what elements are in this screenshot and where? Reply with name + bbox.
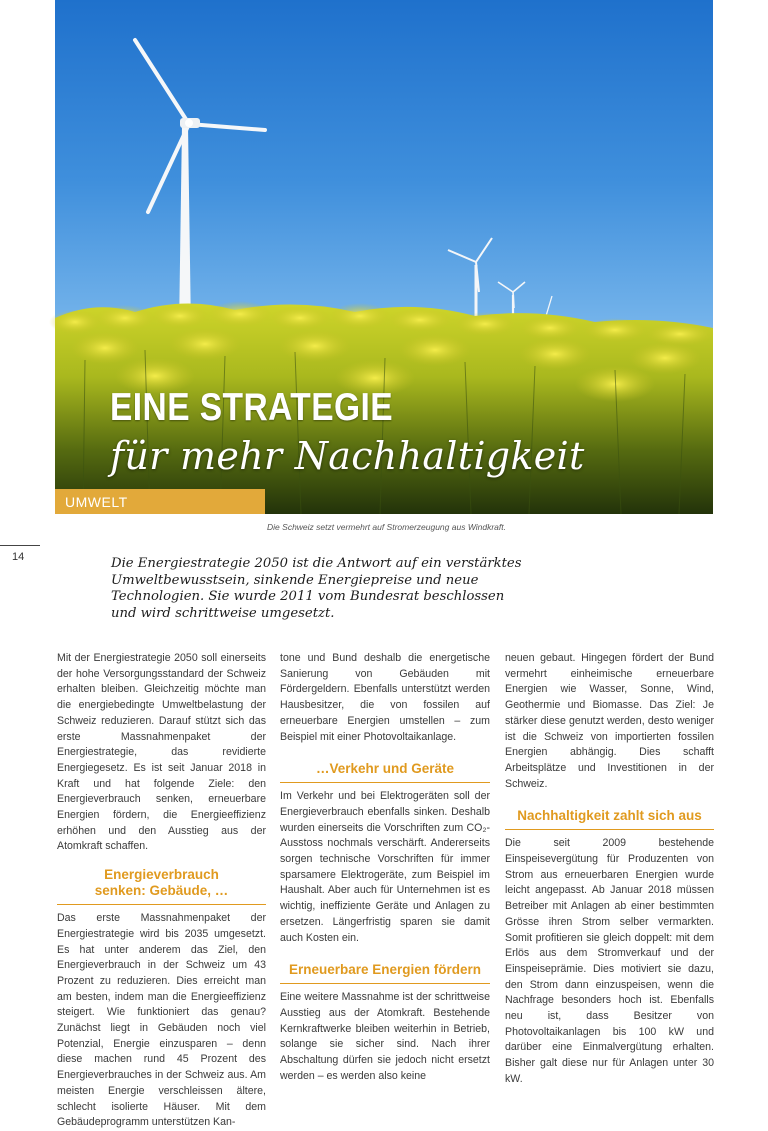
text-column-2	[280, 651, 490, 1084]
text-column-3	[505, 651, 714, 1088]
paragraph: Die seit 2009 bestehende Einspeisevergütung für Produzenten von Strom aus erneuerbaren Energien wurde leicht angepasst. Ab Januar 2018 müssen Betreiber mit Anlagen ab einer bestimmten Grösse ihren Strom selber vermarkten. Somit profitieren sie gleich doppelt: mit dem Erlös aus dem Stromverkauf und der Einspeiseprämie. Dies motiviert sie dazu, den Strom dann einzuspeisen, wenn die Nachfrage besonders hoch ist. Ebenfalls neu ist, dass Besitzer von Photovoltaikanlagen bis 100 kW und darüber eine Einmalvergütung erhalten. Bisher galt diese nur für Anlagen unter 30 kW.	[505, 837, 714, 1085]
subheading: Energieverbrauch senken: Gebäude, …	[57, 867, 266, 905]
text-column-1	[57, 651, 266, 1131]
subheading: Nachhaltigkeit zahlt sich aus	[505, 808, 714, 830]
paragraph: Das erste Massnahmenpaket der Energiestrategie wird bis 2035 umgesetzt. Es hat unter anderem das Ziel, den Energieverbrauch in der Schweiz um 43 Prozent zu reduzieren. Dies erreicht man am besten, indem man die Energieeffizienz steigert. Wie funktioniert das genau? Zunächst liegt in Gebäuden noch viel Potenzial, Energie einzusparen – denn diese machen rund 45 Prozent des Energieverbrauches in der Schweiz aus. Am meisten Energie verschleissen ältere, schlecht isolierte Häuser. Mit dem Gebäudeprogramm unterstützen Kan-	[57, 912, 266, 1129]
subheading: …Verkehr und Geräte	[280, 761, 490, 783]
title-line-1: EINE STRATEGIE	[110, 386, 394, 429]
subheading: Erneuerbare Energien fördern	[280, 962, 490, 984]
page-number: 14	[12, 551, 25, 563]
photo-caption: Die Schweiz setzt vermehrt auf Stromerzeugung aus Windkraft.	[267, 522, 506, 532]
wind-turbine-icon	[135, 40, 265, 330]
lead-paragraph: Die Energiestrategie 2050 ist die Antwort auf ein verstärktes Umweltbewusstsein, sinkende Energiepreise und neue Technologien. Sie wurde 2011 vom Bundesrat beschlossen und wird schrittweise umgesetzt.	[111, 556, 522, 621]
section-label: UMWELT	[55, 489, 265, 514]
paragraph: Mit der Energiestrategie 2050 soll einerseits der hohe Versorgungsstandard der Schweiz erhalten bleiben. Gleichzeitig möchte man die energiebedingte Umweltbelastung der Schweiz reduzieren. Darauf stützt sich das erste Massnahmenpaket der Energiestrategie, das revidierte Energiegesetz. Es ist seit Januar 2018 in Kraft und hat folgende Ziele: den Energieverbrauch senken, erneuerbare Energien fördern, die Energieeffizienz erhöhen und den Ausstieg aus der Atomkraft schaffen.	[57, 652, 266, 853]
paragraph: neuen gebaut. Hingegen fördert der Bund vermehrt einheimische erneuerbare Energien wie Wasser, Sonne, Wind, Geothermie und Biomasse. Das Ziel: Je stärker diese genutzt werden, desto weniger ist die Schweiz von importierten fossilen Energien abhängig. Dies schafft Arbeitsplätze und Investitionen in der Schweiz.	[505, 652, 714, 790]
paragraph: Eine weitere Massnahme ist der schrittweise Ausstieg aus der Atomkraft. Bestehende Kernkraftwerke bleiben weiterhin in Betrieb, solange sie sicher sind. Nach ihrer Abschaltung dürfen sie jedoch nicht ersetzt werden – es werden also keine	[280, 991, 490, 1082]
title-line-2: für mehr Nachhaltigkeit	[110, 434, 585, 478]
article-title	[110, 388, 585, 480]
paragraph: Im Verkehr und bei Elektrogeräten soll der Energieverbrauch ebenfalls sinken. Deshalb wurden einerseits die Vorschriften zum CO₂-Ausstoss nochmals verschärft. Andererseits sorgen technische Vorschriften für immer sparsamere Elektrogeräte, zum Beispiel im Haushalt. Aber auch für Unternehmen ist es wichtig, ineffiziente Geräte und Anlagen zu ersetzen. Längerfristig sparen sie damit auch Kosten ein.	[280, 790, 490, 944]
paragraph: tone und Bund deshalb die energetische Sanierung von Gebäuden mit Fördergeldern. Ebenfalls unterstützt werden Hausbesitzer, die von fossilen auf erneuerbare Energien umstellen – zum Beispiel mit einer Photovoltaikanlage.	[280, 652, 490, 743]
page-number-rule	[0, 545, 40, 546]
